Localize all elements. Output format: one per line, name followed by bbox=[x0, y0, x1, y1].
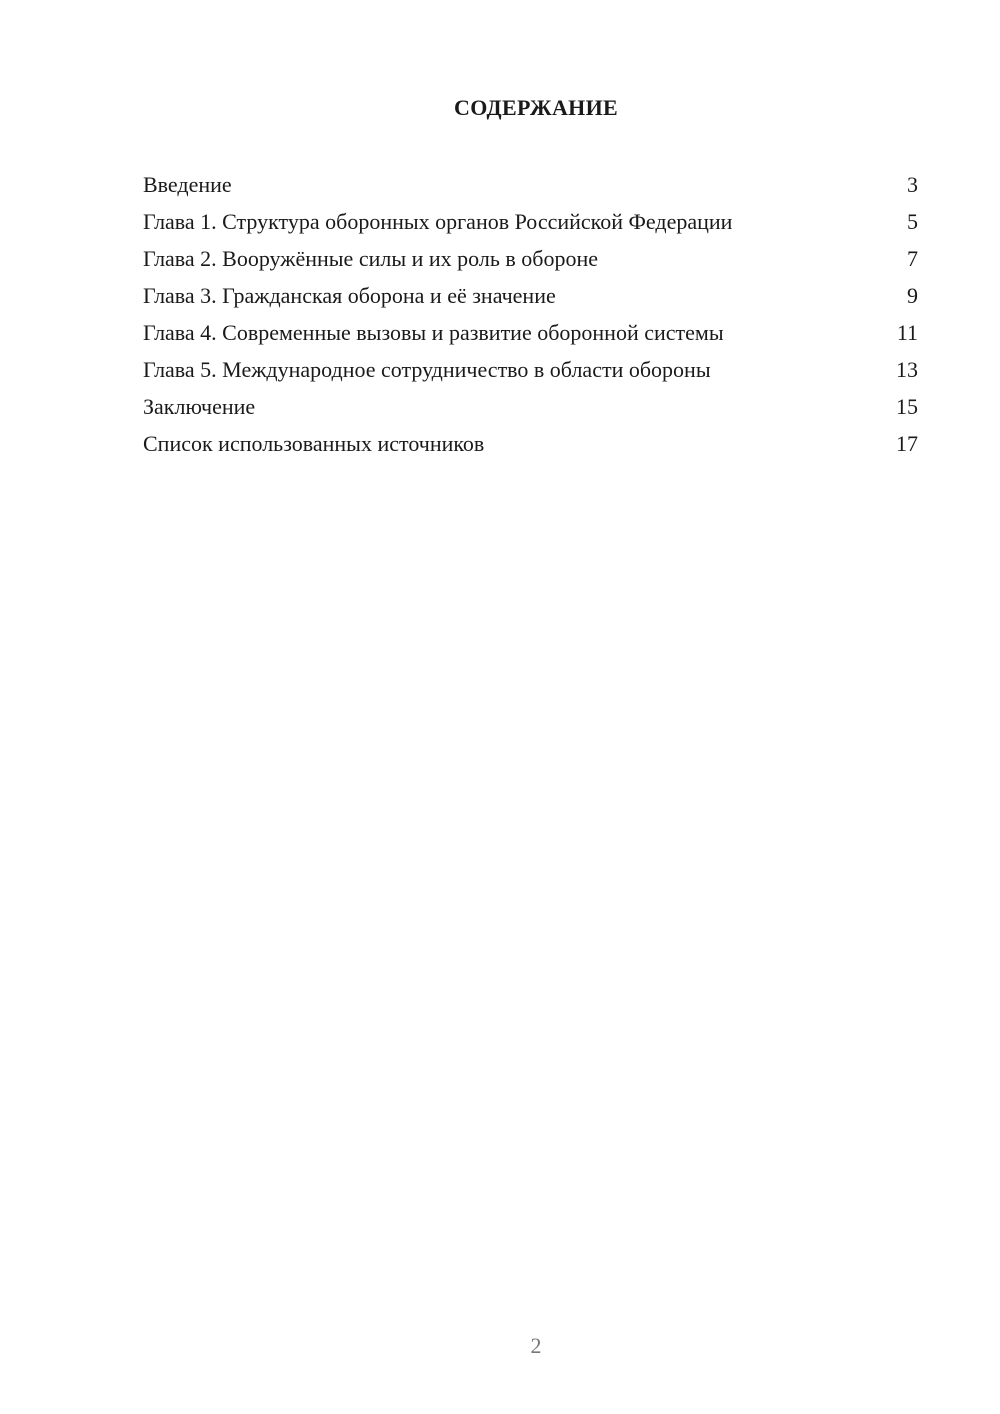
toc-entry-label: Глава 2. Вооружённые силы и их роль в обороне bbox=[143, 246, 599, 271]
toc-entry-page-number: 17 bbox=[896, 431, 918, 456]
toc-title: СОДЕРЖАНИЕ bbox=[454, 95, 618, 120]
toc-entry-label: Глава 3. Гражданская оборона и её значение bbox=[143, 283, 556, 308]
toc-entry-chapter-4 bbox=[143, 316, 918, 353]
toc-entry-page-number: 5 bbox=[907, 209, 918, 234]
toc-list bbox=[143, 168, 918, 464]
toc-entry-label: Глава 1. Структура оборонных органов Российской Федерации bbox=[143, 209, 733, 234]
toc-entry-label: Глава 4. Современные вызовы и развитие оборонной системы bbox=[143, 320, 724, 345]
toc-entry-page-number: 11 bbox=[896, 320, 918, 345]
toc-entry-conclusion bbox=[143, 390, 918, 427]
toc-entry-chapter-5 bbox=[143, 353, 918, 390]
toc-entry-page-number: 15 bbox=[896, 394, 918, 419]
toc-entry-references bbox=[143, 427, 918, 464]
toc-entry-chapter-1 bbox=[143, 205, 918, 242]
toc-entry-chapter-3 bbox=[143, 279, 918, 316]
toc-entry-label: Введение bbox=[143, 172, 232, 197]
toc-entry-label: Глава 5. Международное сотрудничество в области обороны bbox=[143, 357, 711, 382]
page-number: 2 bbox=[530, 1333, 542, 1358]
toc-entry-label: Список использованных источников bbox=[143, 431, 485, 456]
toc-entry-chapter-2 bbox=[143, 242, 918, 279]
toc-entry-page-number: 3 bbox=[907, 172, 918, 197]
toc-entry-introduction bbox=[143, 168, 918, 205]
toc-entry-page-number: 7 bbox=[907, 246, 918, 271]
toc-entry-page-number: 9 bbox=[907, 283, 918, 308]
toc-entry-page-number: 13 bbox=[896, 357, 918, 382]
toc-entry-label: Заключение bbox=[143, 394, 256, 419]
